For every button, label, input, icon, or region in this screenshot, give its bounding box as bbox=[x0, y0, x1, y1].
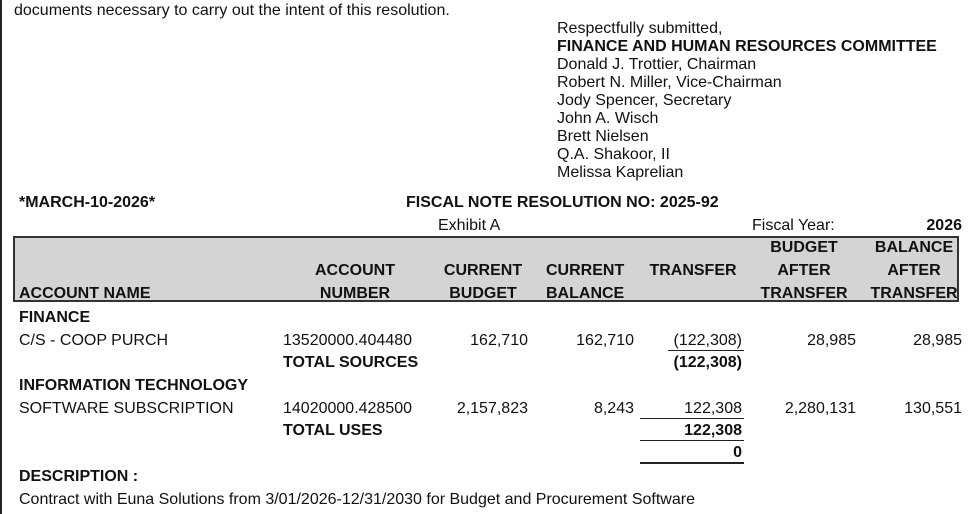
committee-name: FINANCE AND HUMAN RESOURCES COMMITTEE bbox=[557, 38, 937, 55]
row-current-balance: 162,710 bbox=[576, 332, 634, 349]
row-balance-after: 28,985 bbox=[913, 332, 962, 349]
row-account-number: 14020000.428500 bbox=[283, 400, 413, 417]
fiscal-note-date: *MARCH-10-2026* bbox=[19, 194, 156, 211]
row-budget-after: 28,985 bbox=[807, 332, 856, 349]
header-budget-after-1: BUDGET bbox=[770, 239, 838, 256]
total-uses-label: TOTAL USES bbox=[283, 422, 383, 439]
header-budget-after-2: AFTER bbox=[777, 262, 831, 279]
row-current-budget: 2,157,823 bbox=[456, 400, 528, 417]
member-7: Melissa Kaprelian bbox=[557, 164, 684, 181]
net-total-value: 0 bbox=[733, 444, 742, 461]
header-account-number-1: ACCOUNT bbox=[315, 262, 395, 279]
header-balance-after-2: AFTER bbox=[887, 262, 941, 279]
row-account-name: C/S - COOP PURCH bbox=[19, 332, 169, 349]
subtotal-rule bbox=[640, 418, 744, 419]
header-current-budget-1: CURRENT bbox=[443, 262, 523, 279]
row-transfer: (122,308) bbox=[673, 332, 742, 349]
total-uses-value: 122,308 bbox=[684, 422, 742, 439]
fiscal-year-value: 2026 bbox=[926, 217, 962, 234]
header-transfer: TRANSFER bbox=[649, 262, 737, 279]
header-current-balance-2: BALANCE bbox=[546, 285, 625, 302]
header-budget-after-3: TRANSFER bbox=[760, 285, 848, 302]
row-balance-after: 130,551 bbox=[904, 400, 962, 417]
description-label: DESCRIPTION : bbox=[19, 468, 139, 485]
member-5: Brett Nielsen bbox=[557, 128, 649, 145]
row-budget-after: 2,280,131 bbox=[784, 400, 856, 417]
total-sources-value: (122,308) bbox=[673, 354, 742, 371]
row-current-budget: 162,710 bbox=[470, 332, 528, 349]
fiscal-note-title: FISCAL NOTE RESOLUTION NO: 2025-92 bbox=[406, 194, 719, 211]
header-account-number-2: NUMBER bbox=[319, 285, 391, 302]
row-account-number: 13520000.404480 bbox=[283, 332, 413, 349]
member-4: John A. Wisch bbox=[557, 110, 659, 127]
header-current-balance-1: CURRENT bbox=[546, 262, 625, 279]
exhibit-label: Exhibit A bbox=[438, 217, 501, 234]
section-it-heading: INFORMATION TECHNOLOGY bbox=[19, 377, 249, 394]
section-finance-heading: FINANCE bbox=[19, 309, 91, 326]
intro-text: documents necessary to carry out the intent of this resolution. bbox=[14, 2, 450, 19]
fiscal-year-label: Fiscal Year: bbox=[752, 217, 835, 234]
member-1: Donald J. Trottier, Chairman bbox=[557, 56, 757, 73]
row-transfer: 122,308 bbox=[684, 400, 742, 417]
subtotal-rule bbox=[668, 350, 744, 351]
double-rule-top bbox=[640, 462, 744, 464]
total-sources-label: TOTAL SOURCES bbox=[283, 354, 419, 371]
row-account-name: SOFTWARE SUBSCRIPTION bbox=[19, 400, 234, 417]
signature-closing: Respectfully submitted, bbox=[557, 20, 723, 37]
header-current-budget-2: BUDGET bbox=[449, 285, 517, 302]
row-current-balance: 8,243 bbox=[593, 400, 634, 417]
description-text: Contract with Euna Solutions from 3/01/2026-12/31/2030 for Budget and Procurement Software bbox=[19, 491, 695, 508]
net-rule bbox=[640, 440, 744, 441]
member-3: Jody Spencer, Secretary bbox=[557, 92, 732, 109]
header-balance-after-1: BALANCE bbox=[874, 239, 954, 256]
header-balance-after-3: TRANSFER bbox=[870, 285, 958, 302]
page-border bbox=[0, 0, 2, 514]
member-6: Q.A. Shakoor, II bbox=[557, 146, 670, 163]
member-2: Robert N. Miller, Vice-Chairman bbox=[557, 74, 782, 91]
header-account-name: ACCOUNT NAME bbox=[19, 285, 151, 302]
